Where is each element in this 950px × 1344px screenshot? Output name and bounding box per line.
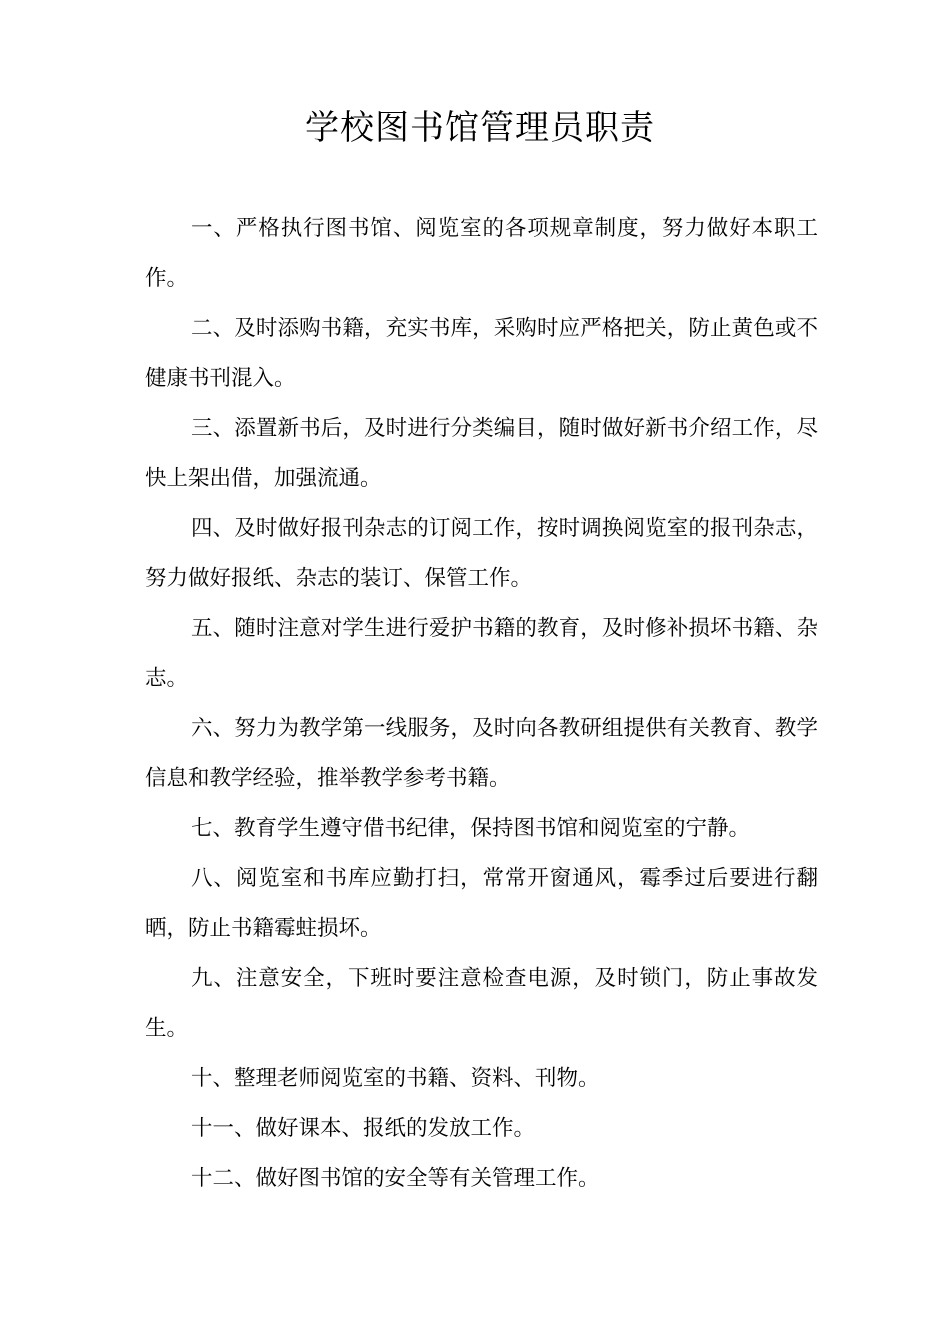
duty-item-11: 十一、做好课本、报纸的发放工作。	[191, 1116, 536, 1141]
duty-item-8: 八、阅览室和书库应勤打扫，常常开窗通风，霉季过后要进行翻晒，防止书籍霉蛀损坏。	[145, 866, 818, 941]
duty-item-4: 四、及时做好报刊杂志的订阅工作，按时调换阅览室的报刊杂志，努力做好报纸、杂志的装订、保管工作。	[145, 516, 818, 591]
duty-item-10: 十、整理老师阅览室的书籍、资料、刊物。	[191, 1066, 600, 1091]
duty-item-7: 七、教育学生遵守借书纪律，保持图书馆和阅览室的宁静。	[191, 816, 751, 841]
duty-item-9: 九、注意安全，下班时要注意检查电源，及时锁门，防止事故发生。	[145, 966, 818, 1041]
duty-item-12: 十二、做好图书馆的安全等有关管理工作。	[191, 1166, 600, 1191]
duty-item-6: 六、努力为教学第一线服务，及时向各教研组提供有关教育、教学信息和教学经验，推举教学参考书籍。	[145, 716, 818, 791]
duty-item-5: 五、随时注意对学生进行爱护书籍的教育，及时修补损坏书籍、杂志。	[145, 616, 818, 691]
page-title: 学校图书馆管理员职责	[305, 108, 655, 148]
document-body	[145, 204, 818, 1204]
duty-item-1: 一、严格执行图书馆、阅览室的各项规章制度，努力做好本职工作。	[145, 216, 818, 291]
duty-item-2: 二、及时添购书籍，充实书库，采购时应严格把关，防止黄色或不健康书刊混入。	[145, 316, 818, 391]
duty-item-3: 三、添置新书后，及时进行分类编目，随时做好新书介绍工作，尽快上架出借，加强流通。	[145, 416, 818, 491]
